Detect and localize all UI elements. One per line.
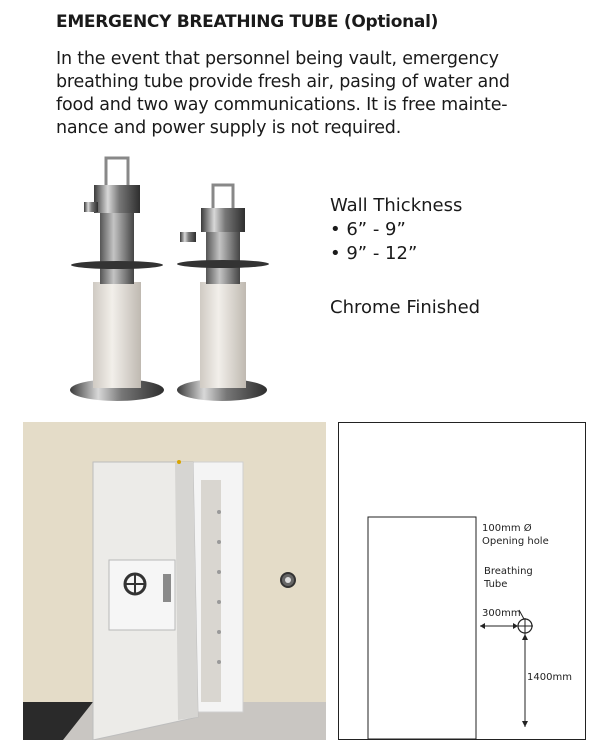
- wall-thickness-options: [330, 218, 462, 266]
- specifications: [330, 194, 462, 266]
- description-line: In the event that personnel being vault, emergency: [56, 49, 499, 69]
- opening-hole-size: 100mm Ø: [482, 523, 532, 534]
- installation-diagram: [338, 422, 586, 740]
- vault-door-photo: [23, 422, 326, 740]
- wall-thickness-option: • 9” - 12”: [330, 242, 462, 266]
- description-line: breathing tube provide fresh air, pasing of water and: [56, 72, 510, 92]
- offset-dimension: 300mm: [482, 608, 521, 619]
- breathing-tube-label-1: Breathing: [484, 566, 533, 577]
- tube-left: [70, 158, 164, 401]
- wall-thickness-option: • 6” - 9”: [330, 218, 462, 242]
- description-line: food and two way communications. It is free mainte-: [56, 95, 508, 115]
- description: [56, 48, 576, 140]
- breathing-tube-photo: [60, 150, 280, 415]
- opening-hole-label: Opening hole: [482, 536, 549, 547]
- breathing-tube-label-2: Tube: [484, 579, 508, 590]
- description-line: nance and power supply is not required.: [56, 118, 402, 138]
- wall-thickness-label: Wall Thickness: [330, 195, 463, 216]
- finish-label: Chrome Finished: [330, 297, 481, 318]
- page-title: EMERGENCY BREATHING TUBE (Optional): [56, 12, 439, 32]
- tube-right: [177, 185, 269, 401]
- height-dimension: 1400mm: [527, 672, 572, 683]
